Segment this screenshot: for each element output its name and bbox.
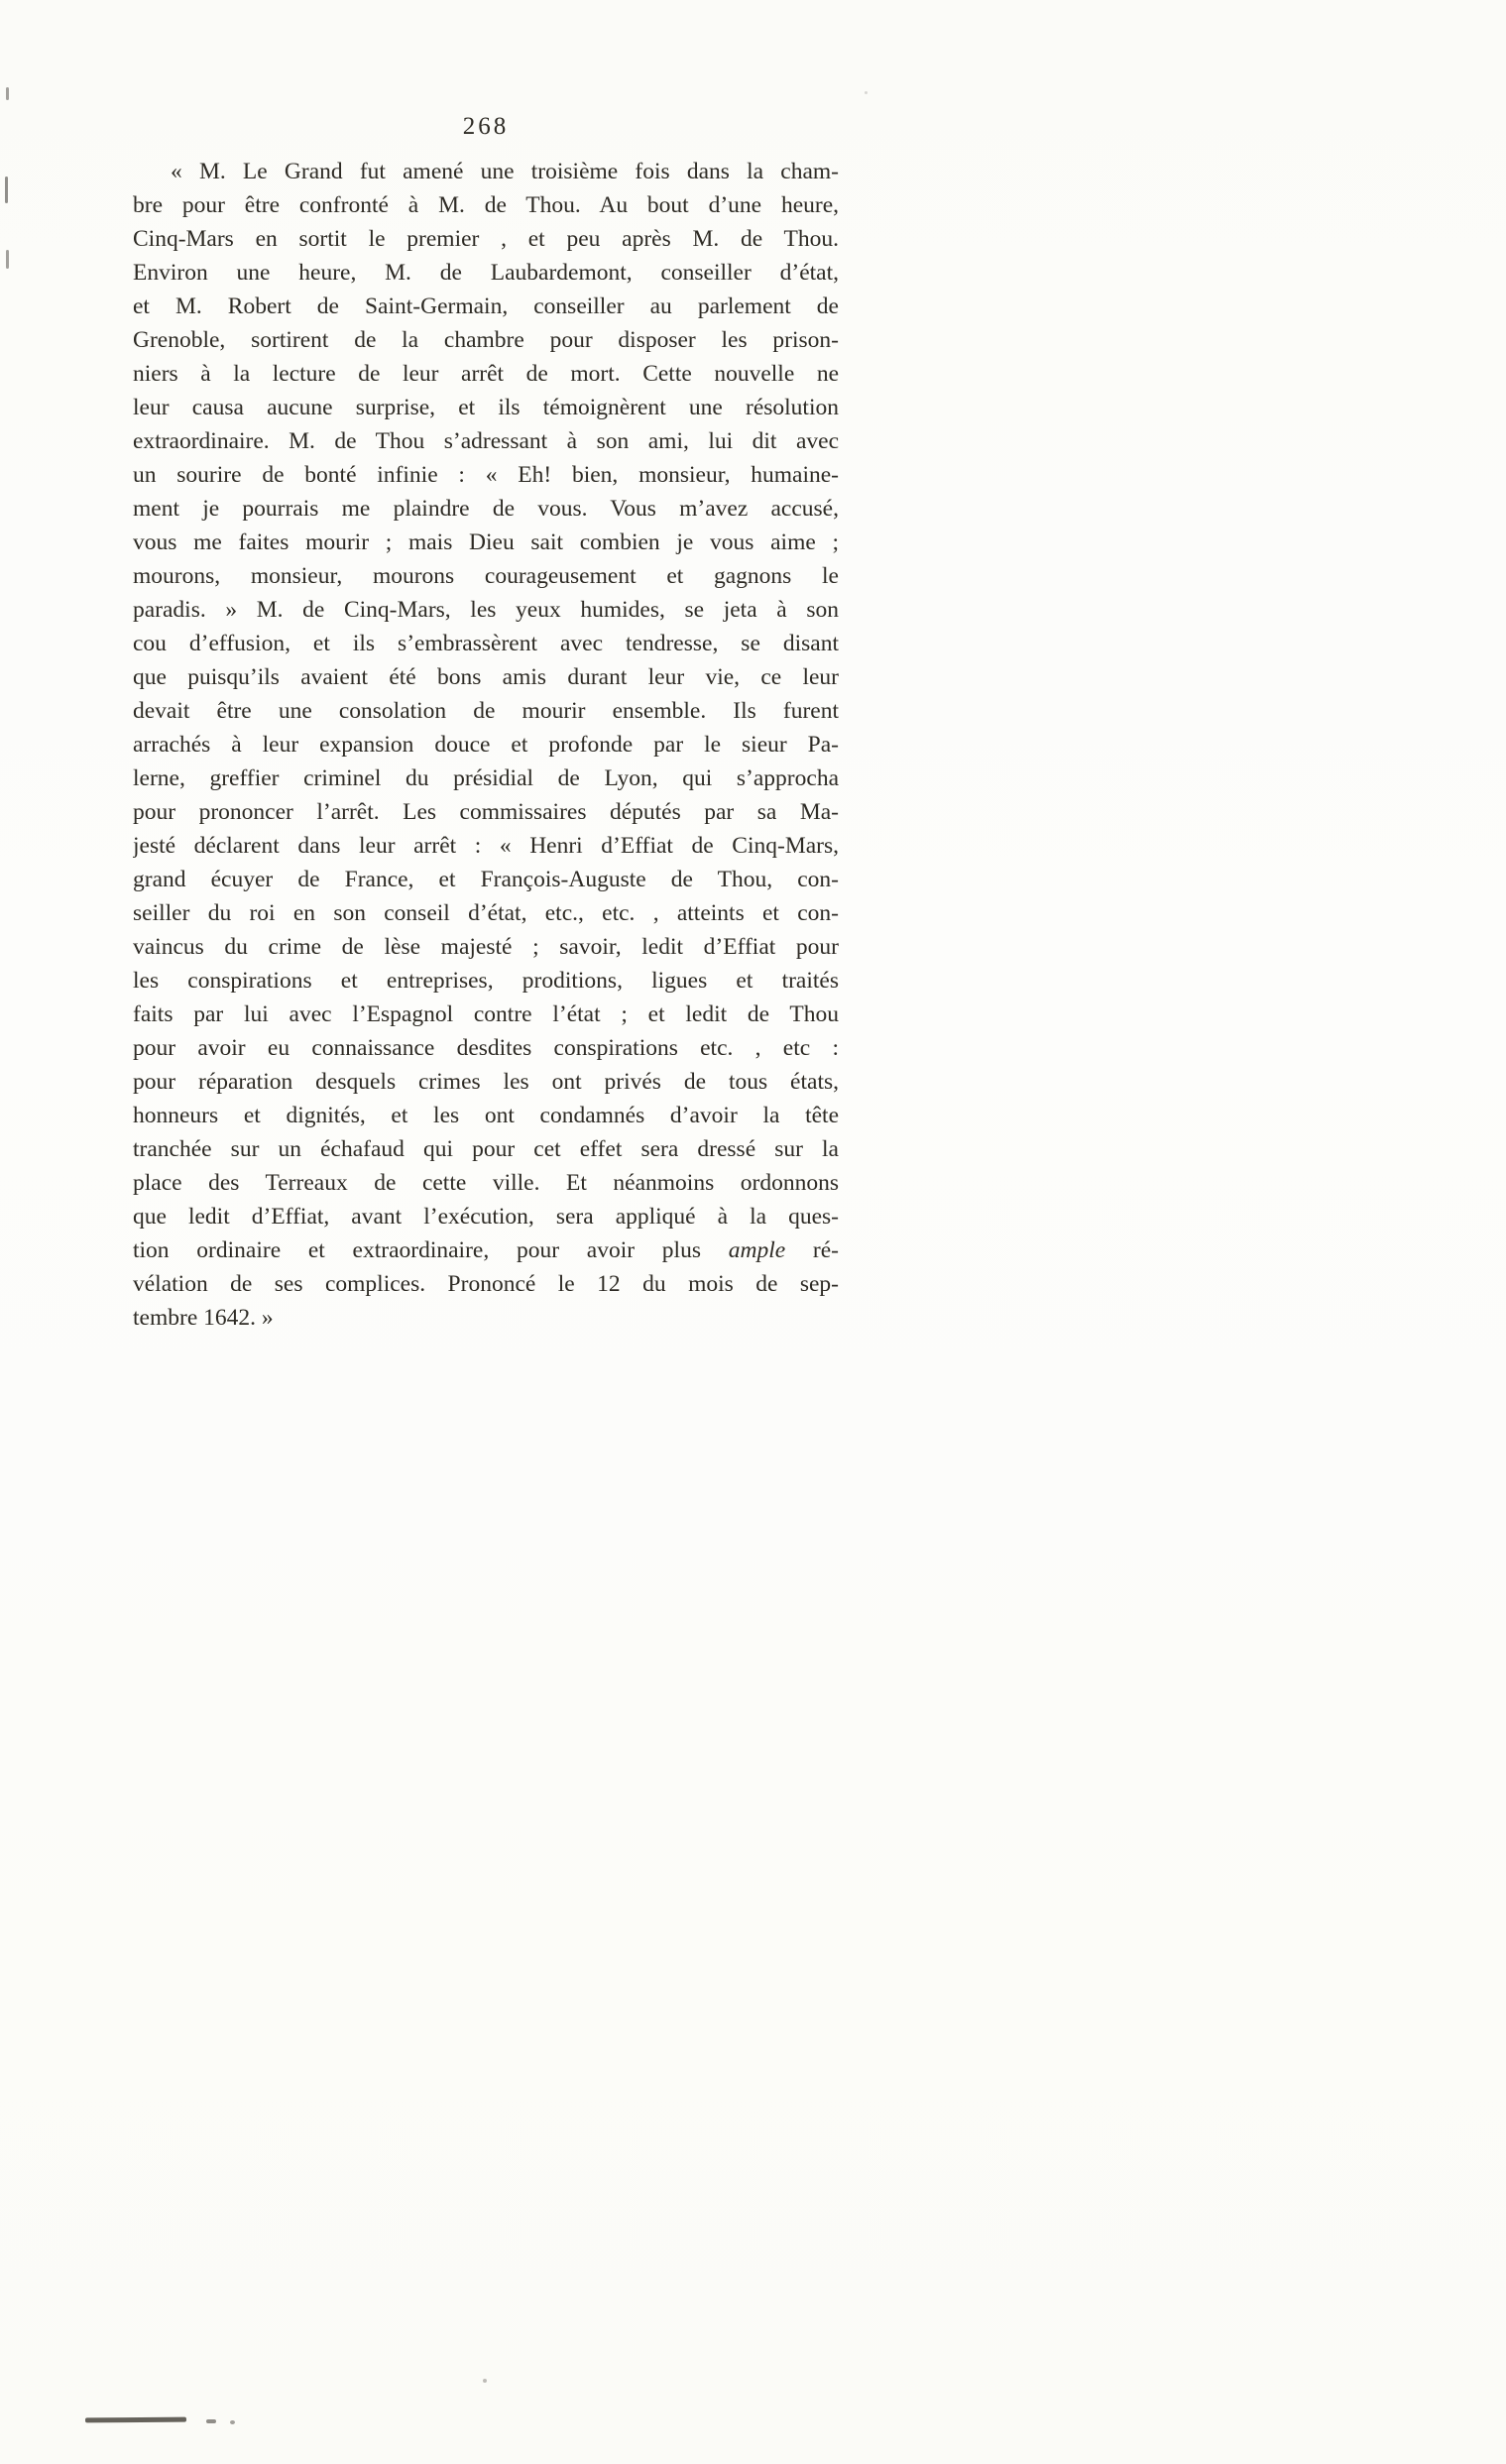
text-line: niers à la lecture de leur arrêt de mort. Cette nouvelle ne [133,361,839,387]
text-line: Cinq-Mars en sortit le premier , et peu après M. de Thou. [133,226,839,252]
text-line: et M. Robert de Saint-Germain, conseiller au parlement de [133,293,839,319]
page-text [133,155,839,1335]
text-line: grand écuyer de France, et François-Auguste de Thou, con- [133,867,839,892]
text-line: extraordinaire. M. de Thou s’adressant à son ami, lui dit avec [133,428,839,454]
text-line: que puisqu’ils avaient été bons amis durant leur vie, ce leur [133,664,839,690]
text-line: un sourire de bonté infinie : « Eh! bien, monsieur, humaine- [133,462,839,488]
text-line [133,1233,839,1267]
scan-artifact-dash [206,2419,216,2423]
text-line: jesté déclarent dans leur arrêt : « Henri d’Effiat de Cinq-Mars, [133,833,839,859]
text-line: « M. Le Grand fut amené une troisième fois dans la cham- [171,159,839,184]
text-line: faits par lui avec l’Espagnol contre l’état ; et ledit de Thou [133,1001,839,1027]
scan-artifact-speck [483,2379,487,2383]
text-line: ment je pourrais me plaindre de vous. Vous m’avez accusé, [133,496,839,522]
page-number: 268 [462,113,510,140]
scan-artifact-edge-mark [6,250,9,269]
text-line: devait être une consolation de mourir ensemble. Ils furent [133,698,839,724]
text-line: tembre 1642. » [133,1305,274,1331]
scan-artifact-dot [230,2420,235,2424]
text-line: leur causa aucune surprise, et ils témoignèrent une résolution [133,395,839,420]
text-line: place des Terreaux de cette ville. Et néanmoins ordonnons [133,1170,839,1196]
text-line: mourons, monsieur, mourons courageusement et gagnons le [133,563,839,589]
scan-artifact-line [85,2417,186,2423]
text-line: honneurs et dignités, et les ont condamnés d’avoir la tête [133,1103,839,1128]
text-line: paradis. » M. de Cinq-Mars, les yeux humides, se jeta à son [133,597,839,623]
scan-artifact-speck [865,91,868,94]
text-line: pour avoir eu connaissance desdites conspirations etc. , etc : [133,1035,839,1061]
text-line: seiller du roi en son conseil d’état, etc., etc. , atteints et con- [133,900,839,926]
scan-artifact-edge-mark [6,87,9,100]
text-line: vaincus du crime de lèse majesté ; savoir, ledit d’Effiat pour [133,934,839,960]
text-line: bre pour être confronté à M. de Thou. Au bout d’une heure, [133,192,839,218]
text-line: tranchée sur un échafaud qui pour cet effet sera dressé sur la [133,1136,839,1162]
text-line: Environ une heure, M. de Laubardemont, conseiller d’état, [133,260,839,286]
text-line: que ledit d’Effiat, avant l’exécution, sera appliqué à la ques- [133,1204,839,1230]
scan-artifact-edge-mark [5,176,8,203]
text-line: les conspirations et entreprises, proditions, ligues et traités [133,968,839,994]
text-line: cou d’effusion, et ils s’embrassèrent avec tendresse, se disant [133,631,839,656]
italic-word: ample [728,1237,786,1263]
text-line: vous me faites mourir ; mais Dieu sait combien je vous aime ; [133,529,839,555]
text-line: vélation de ses complices. Prononcé le 12 du mois de sep- [133,1271,839,1297]
text-line: lerne, greffier criminel du présidial de Lyon, qui s’approcha [133,765,839,791]
text-line-segment: tion ordinaire et extraordinaire, pour avoir plus [133,1237,729,1263]
text-line: pour réparation desquels crimes les ont privés de tous états, [133,1069,839,1095]
text-line-segment: ré- [785,1237,839,1263]
text-line: pour prononcer l’arrêt. Les commissaires députés par sa Ma- [133,799,839,825]
text-line: Grenoble, sortirent de la chambre pour disposer les prison- [133,327,839,353]
text-line: arrachés à leur expansion douce et profonde par le sieur Pa- [133,732,839,758]
